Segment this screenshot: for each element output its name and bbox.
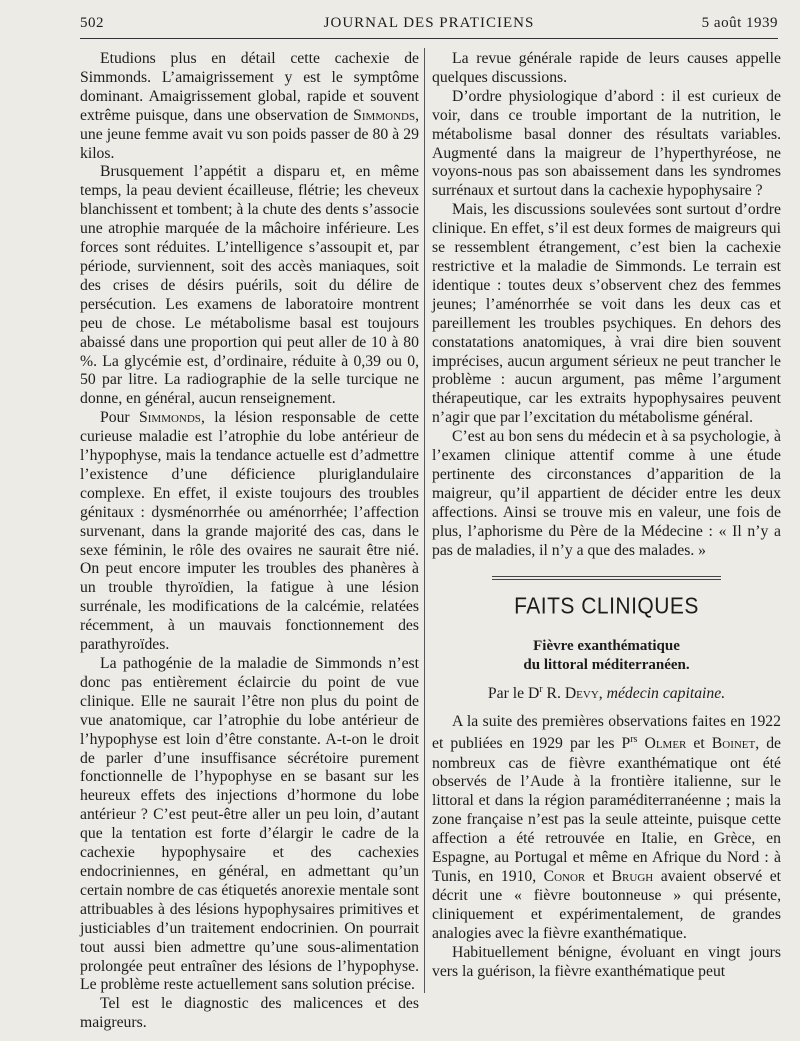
author-name: Simmonds bbox=[139, 409, 201, 427]
paragraph: Mais, les discussions soulevées sont surtout d’ordre clinique. En effet, s’il est deux formes de maigreurs qui se ressemblent étrangement, c’est bien la cachexie restrictive et la maladie de Simmonds. Le terrain est identique : toutes deux s’observent chez des femmes jeunes; l’aménorrhée se voit dans les deux cas et pareillement les troubles psychiques. En dehors des constatations anatomiques, à vrai dire bien souvent imprécises, aucun argument sérieux ne peut trancher le problème : aucun argument, pas même l’argument thérapeutique, car les extraits hypophysaires peuvent n’agir que par l’excitation du métabolisme général. bbox=[432, 201, 781, 427]
paragraph: D’ordre physiologique d’abord : il est curieux de voir, dans ce trouble important de la nutrition, le métabolisme basal donner des résultats variables. Augmenté dans la maigreur de l’hyperthyréose, ne voyons-nous pas son abaissement dans les syndromes surrénaux et surtout dans la cachexie hypophysaire ? bbox=[432, 87, 781, 200]
article-byline: Par le $D^r$ R. Devy, médecin capitaine. bbox=[487, 684, 726, 703]
paragraph: Brusquement l’appétit a disparu et, en même temps, la peau devient écailleuse, flétrie; les cheveux blanchissent et tombent; à la chute des dents s’associe une atrophie marquée de la mâchoire inférieure. Les forces sont réduites. L’intelligence s’assoupit et, par période, surviennent, soit des accès maniaques, soit des crises de désirs puérils, soit du délire de persécution. Les examens de laboratoire montrent peu de chose. Le métabolisme basal est toujours abaissé dans une proportion qui peut aller de 10 à 80 %. La glycémie est, d’ordinaire, réduite à 0,39 ou 0, 50 par litre. La radiographie de la selle turcique ne donne, en général, aucun renseignement. bbox=[80, 163, 419, 408]
paragraph: Etudions plus en détail cette cachexie de Simmonds. L’amaigrissement y est le symptôme dominant. Amaigrissement global, rapide et souvent extrême puisque, dans une observation de Simmonds, une jeune femme avait vu son poids passer de 80 à 29 kilos. bbox=[80, 50, 419, 162]
page-header bbox=[80, 15, 778, 39]
journal-title: JOURNAL DES PRATICIENS bbox=[323, 15, 535, 31]
right-column bbox=[432, 50, 781, 981]
paragraph: C’est au bon sens du médecin et à sa psychologie, à l’examen clinique attentif comme à une étude pertinente des circonstances d’apparition de la maigreur, qu’il appartient de décider entre les deux affections. Ainsi se trouve mis en valeur, une fois de plus, l’aphorisme du Père de la Médecine : « Il n’y a pas de maladies, il n’y a que des malades. » bbox=[432, 428, 781, 559]
issue-date: 5 août 1939 bbox=[701, 15, 778, 31]
paragraph: Pour Simmonds, la lésion responsable de cette curieuse maladie est l’atrophie du lobe antérieur de l’hypophyse, mais la tendance actuelle est d’admettre l’existence d’une déficience pluriglandulaire complexe. En effet, il existe toujours des troubles génitaux : dysménorrhée ou aménorrhée; l’affection survenant, dans la grande majorité des cas, dans le sexe féminin, le rôle des ovaires ne saurait être nié. On peut encore imputer les troubles des phanères à un trouble thyroïdien, la fatigue à une lésion surrénale, les modifications de la calcémie, relatées récemment, à un mauvais fonctionnement des parathyroïdes. bbox=[80, 409, 420, 654]
paragraph: A la suite des premières observations faites en 1922 et publiées en 1929 par les $P^{rs}$ Olmer et Boinet, de nombreux cas de fièvre exanthématique ont été observés de l’Aude à la frontière italienne, sur le littoral et dans la région paraméditerranéenne ; mais la zone française n’est pas la seule atteinte, puisque cette affection a été retrouvée en Italie, en Grèce, en Espagne, au Portugal et même en Afrique du Nord : à Tunis, en 1910, Conor et Brugh avaient observé et décrit une « fièvre boutonneuse » qui présente, cliniquement et expérimentalement, de grandes analogies avec la fièvre exanthématique. bbox=[432, 712, 782, 942]
author-name: Simmonds bbox=[353, 106, 416, 124]
page-number: 502 bbox=[80, 15, 104, 31]
section-title: FAITS CLINIQUES bbox=[514, 594, 699, 620]
paragraph: Habituellement bénigne, évoluant en vingt jours vers la guérison, la fièvre exanthématique peut bbox=[432, 943, 781, 980]
column-divider bbox=[424, 48, 425, 993]
section-rule bbox=[492, 576, 721, 580]
left-column bbox=[80, 50, 419, 1033]
paragraph: Tel est le diagnostic des malicences et des maigreurs. bbox=[80, 995, 419, 1032]
paragraph: La revue générale rapide de leurs causes appelle quelques discussions. bbox=[432, 50, 781, 86]
paragraph: La pathogénie de la maladie de Simmonds n’est donc pas entièrement éclaircie du point de vue clinique. Elle ne saurait l’être non plus du point de vue anatomique, car l’atrophie du lobe antérieur de l’hypophyse est loin d’être constante. A-t-on le droit de parler d’une insuffisance sécrétoire purement fonctionnelle de l’hypophyse en se basant sur les heureux effets des injections d’hormone du lobe antérieur ? C’est peut-être aller un peu loin, d’autant que la tentation est forte d’élargir le cadre de la cachexie hypophysaire et des cachexies endocriniennes, en général, en admettant qu’un certain nombre de cas étiquetés anorexie mentale sont attribuables à des lésions hypophysaires primitives et justiciables d’un traitement endocrinien. On pourrait tout aussi bien admettre qu’une sous-alimentation prolongée peut entraîner des lésions de l’hypophyse. Le problème reste actuellement sans solution précise. bbox=[80, 655, 419, 994]
header-rule bbox=[80, 38, 778, 39]
article-title: Fièvre exanthématique du littoral méditerranéen. bbox=[523, 638, 690, 674]
